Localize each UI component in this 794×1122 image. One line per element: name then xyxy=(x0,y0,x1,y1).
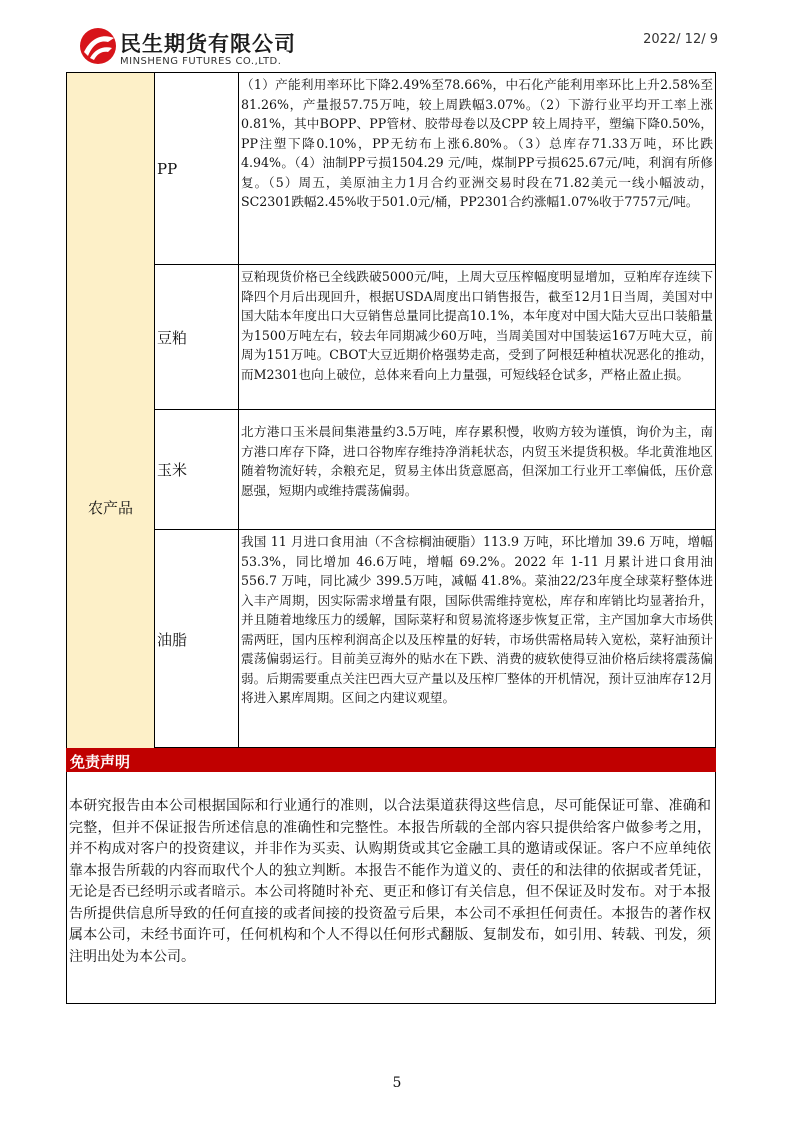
report-date: 2022/ 12/ 9 xyxy=(643,32,718,47)
table-row-oils xyxy=(155,530,715,749)
row-name: 豆粕 xyxy=(155,265,239,409)
category-cell-top xyxy=(67,73,155,265)
disclaimer-box xyxy=(66,772,716,1004)
disclaimer-header-bar xyxy=(66,748,716,772)
category-label: 农产品 xyxy=(87,499,133,517)
minsheng-logo-icon xyxy=(78,26,118,66)
row-text: 我国 11 月进口食用油（不含棕榈油硬脂）113.9 万吨，环比增加 39.6 万吨，增幅 53.3%，同比增加 46.6万吨，增幅 69.2%。2022 年 1-11 月累计进口食用油 556.7 万吨，同比减少 399.5万吨，减幅 41.8%。菜油22/23年度全球菜籽整体进入丰产周期，因实际需求增量有限，国际供需维持宽松，库存和库销比均显著抬升，并且随着地缘压力的缓解，国际菜籽和贸易流将逐步恢复正常，主产国加拿大市场供需两旺，国内压榨利润高企以及压榨量的好转，市场供需格局转入宽松，菜籽油预计震荡偏弱运行。目前美豆海外的贴水在下跌、消费的疲软使得豆油价格后续将震荡偏弱。后期需要重点关注巴西大豆产量以及压榨厂整体的开机情况，预计豆油库存12月将进入累库周期。区间之内建议观望。 xyxy=(241,534,713,705)
table-row-corn xyxy=(155,410,715,530)
row-text: （1）产能利用率环比下降2.49%至78.66%，中石化产能利用率环比上升2.58%至81.26%，产量报57.75万吨，较上周跌幅3.07%。（2）下游行业平均开工率上涨0.81%，其中BOPP、PP管材、胶带母卷以及CPP 较上周持平，塑编下降0.50%，PP注塑下降0.10%，PP无纺布上涨6.80%。（3）总库存71.33万吨，环比跌4.94%。（4）油制PP亏损1504.29 元/吨，煤制PP亏损625.67元/吨，利润有所修复。（5）周五，美原油主力1月合约亚洲交易时段在71.82美元一线小幅波动，SC2301跌幅2.45%收于501.0元/桶，PP2301合约涨幅1.07%收于7757元/吨。 xyxy=(241,77,713,209)
disclaimer-title: 免责声明 xyxy=(70,753,131,771)
disclaimer-text: 本研究报告由本公司根据国际和行业通行的准则，以合法渠道获得这些信息，尽可能保证可靠、准确和完整，但并不保证报告所述信息的准确性和完整性。本报告所载的全部内容只提供给客户做参考之用，并不构成对客户的投资建议，并非作为买卖、认购期货或其它金融工具的邀请或保证。客户不应单纯依靠本报告所载的内容而取代个人的独立判断。本报告不能作为道义的、责任的和法律的依据或者凭证，无论是否已经明示或者暗示。本公司将随时补充、更正和修订有关信息，但不保证及时发布。对于本报告所提供信息所导致的任何直接的或者间接的投资盈亏后果，本公司不承担任何责任。本报告的著作权属本公司，未经书面许可，任何机构和个人不得以任何形式翻版、复制发布，如引用、转载、刊发，须注明出处为本公司。 xyxy=(69,798,711,965)
row-name: PP xyxy=(155,73,239,264)
page-header xyxy=(78,22,718,72)
page-number: 5 xyxy=(392,1075,402,1091)
table-row-soymeal xyxy=(155,265,715,410)
row-text: 豆粕现货价格已全线跌破5000元/吨，上周大豆压榨幅度明显增加，豆粕库存连续下降四个月后出现回升，根据USDA周度出口销售报告，截至12月1日当周，美国对中国大陆本年度出口大豆销售总量同比提高10.1%，本年度对中国大陆大豆出口装船量为1500万吨左右，较去年同期减少60万吨，当周美国对中国装运167万吨大豆，前周为151万吨。CBOT大豆近期价格强势走高，受到了阿根廷种植状况恶化的推动，而M2301也向上破位，总体来看向上力量强，可短线轻仓试多，严格止盈止损。 xyxy=(241,269,713,382)
company-name-english: MINSHENG FUTURES CO.,LTD. xyxy=(120,56,282,67)
row-name: 玉米 xyxy=(155,410,239,529)
company-name: 民生期货有限公司 xyxy=(120,32,296,56)
commodity-table xyxy=(66,72,716,748)
row-name: 油脂 xyxy=(155,530,239,749)
row-text: 北方港口玉米晨间集港量约3.5万吨，库存累积慢，收购方较为谨慎，询价为主，南方港口库存下降，进口谷物库存维持净消耗状态，内贸玉米提货积极。华北黄淮地区随着物流好转，余粮充足，贸易主体出货意愿高，但深加工行业开工率偏低，压价意愿强，短期内或维持震荡偏弱。 xyxy=(241,424,713,498)
table-row-pp xyxy=(155,73,715,265)
category-cell xyxy=(67,265,155,749)
